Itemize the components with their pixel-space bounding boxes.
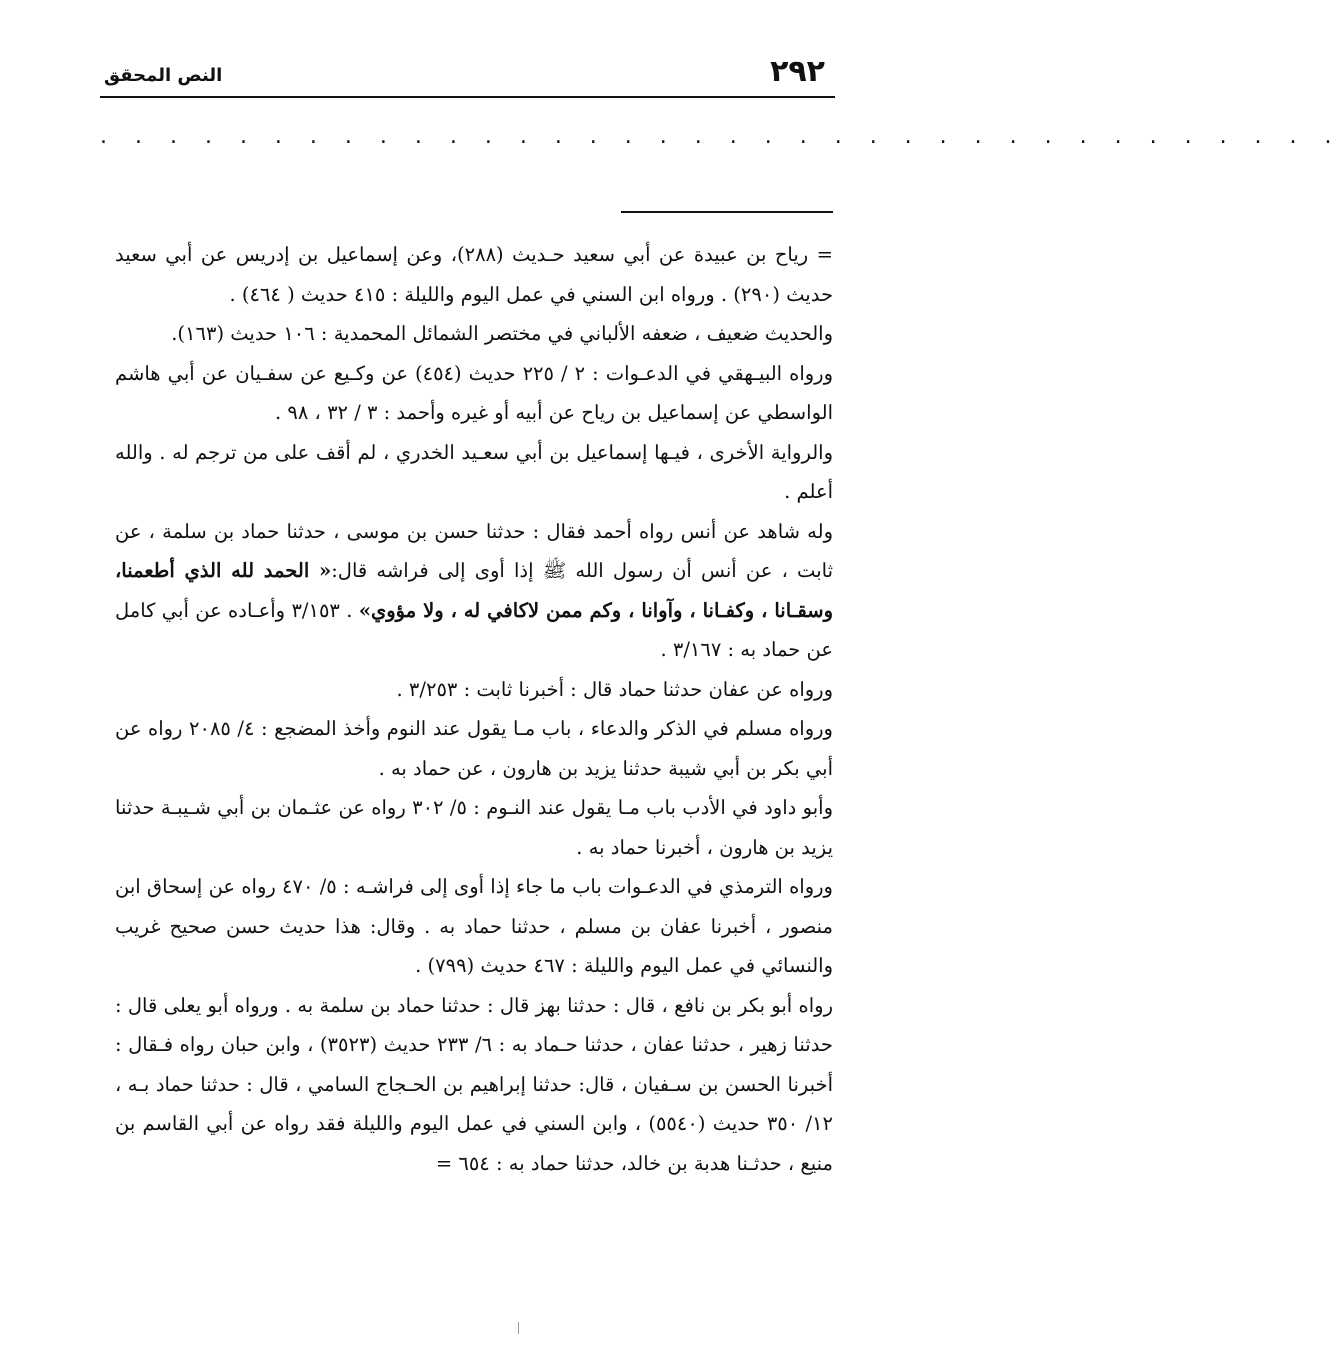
footnote-paragraph: ورواه عن عفان حدثنا حماد قال : أخبرنا ثابت : ٣/٢٥٣ . — [396, 677, 833, 701]
footnote-paragraph: والحديث ضعيف ، ضعفه الألباني في مختصر الشمائل المحمدية : ١٠٦ حديث (١٦٣). — [171, 322, 833, 345]
hadith-quote: « الحمد لله الذي أطعمنا، وسقـانا ، وكفـانا ، وآوانا ، وكم ممن لاكافي له ، ولا مؤوي» — [115, 559, 833, 622]
footnote-paragraph: رواه أبو بكر بن نافع ، قال : حدثنا بهز قال : حدثنا حماد بن سلمة به . ورواه أبو يعلى قال : حدثنا زهير ، حدثنا عفان ، حدثنا حـماد به : ٦/ ٢٣٣ حديث (٣٥٢٣) ، وابن حبان رواه فـقال : أخبرنا الحسن بن سـفيان ، قال: حدثنا إبراهيم بن الحـجاج السامي ، قال : حدثنا حماد بـه ، ١٢/ ٣٥٠ حديث (٥٥٤٠) ، وابن السني في عمل اليوم والليلة فقد رواه عن أبي القاسم بن منيع ، حدثـنا هدبة بن خالد، حدثنا حماد به : ٦٥٤ = — [115, 993, 833, 1175]
footnote-paragraph — [115, 512, 833, 670]
footnotes-section — [115, 235, 833, 1183]
footnote-paragraph: ورواه مسلم في الذكر والدعاء ، باب مـا يقول عند النوم وأخذ المضجع : ٤/ ٢٠٨٥ رواه عن أبي بكر بن أبي شيبة حدثنا يزيد بن هارون ، عن حماد به . — [115, 717, 833, 780]
page-header — [100, 52, 833, 98]
footnote-separator — [621, 211, 833, 213]
running-title: النص المحقق — [104, 65, 223, 86]
footnote-text: وله شاهد عن أنس رواه أحمد فقال : حدثنا حسن بن موسى ، حدثنا حماد بن سلمة ، عن ثابت ، عن أنس أن رسول الله ﷺ إذا أوى إلى فراشه قال: — [115, 519, 833, 582]
footnote-paragraph: = رياح بن عبيدة عن أبي سعيد حـديث (٢٨٨)، وعن إسماعيل بن إدريس عن أبي سعيد حديث (٢٩٠) . ورواه ابن السني في عمل اليوم والليلة : ٤١٥ حديث ( ٤٦٤) . — [115, 243, 833, 306]
page-number: ٢٩٢ — [770, 54, 825, 89]
footnote-paragraph: ورواه البيـهقي في الدعـوات : ٢ / ٢٢٥ حديث (٤٥٤) عن وكـيع عن سفـيان عن أبي هاشم الواسطي عن إسماعيل بن رياح عن أبيه أو غيره وأحمد : ٣ / ٣٢ ، ٩٨ . — [115, 361, 833, 424]
footnote-paragraph: والرواية الأخرى ، فيـها إسماعيل بن أبي سعـيد الخدري ، لم أقف على من ترجم له . والله أعلم . — [115, 440, 833, 503]
scan-mark — [518, 1322, 523, 1334]
header-rule — [100, 96, 835, 98]
omission-dots: . . . . . . . . . . . . . . . . . . . . . . . . . . . . . . . . . . . . — [100, 124, 1342, 149]
footnote-paragraph: ورواه الترمذي في الدعـوات باب ما جاء إذا أوى إلى فراشـه : ٥/ ٤٧٠ رواه عن إسحاق ابن منصور ، أخبرنا عفان بن مسلم ، حدثنا حماد به . وقال: هذا حديث حسن صحيح غريب والنسائي في عمل اليوم والليلة : ٤٦٧ حديث (٧٩٩) . — [115, 875, 833, 977]
footnote-paragraph: وأبو داود في الأدب باب مـا يقول عند النـوم : ٥/ ٣٠٢ رواه عن عثـمان بن أبي شـيبـة حدثنا يزيد بن هارون ، أخبرنا حماد به . — [115, 796, 833, 859]
footnote-text: . ٣/١٥٣ وأعـاده عن أبي كامل عن حماد به : ٣/١٦٧ . — [115, 598, 833, 661]
